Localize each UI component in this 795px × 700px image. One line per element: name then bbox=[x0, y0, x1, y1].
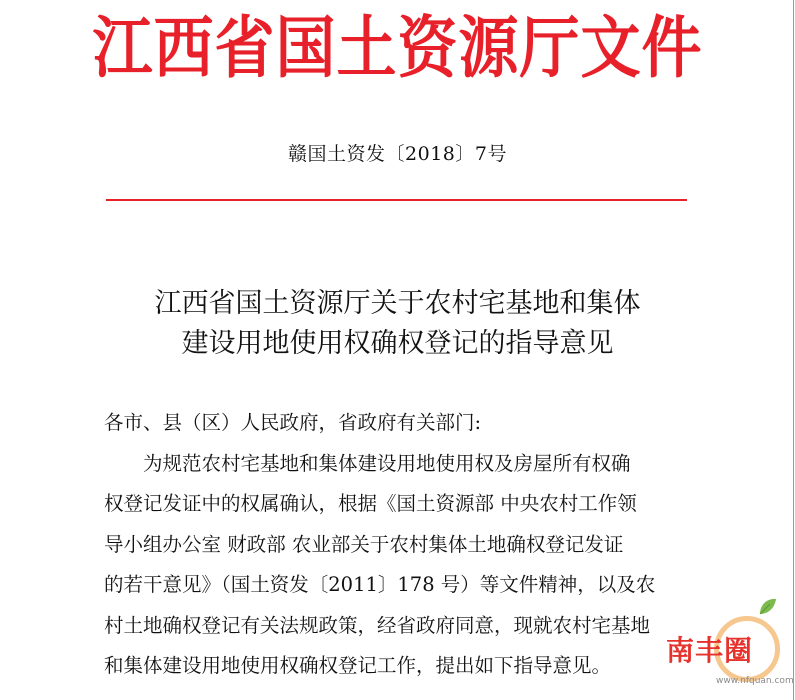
body-line: 权登记发证中的权属确认，根据《国土资源部 中央农村工作领 bbox=[104, 492, 637, 515]
body-line: 和集体建设用地使用权确权登记工作，提出如下指导意见。 bbox=[104, 654, 612, 677]
orange-leaf-icon bbox=[758, 598, 778, 616]
document-number: 赣国土资发〔2018〕7号 bbox=[288, 143, 507, 165]
watermark-logo bbox=[658, 598, 794, 698]
body-line: 的若干意见》（国土资发〔2011〕178 号）等文件精神，以及农 bbox=[104, 573, 656, 596]
watermark-url: www.nfquan.com bbox=[716, 676, 794, 686]
red-divider-line bbox=[106, 199, 687, 201]
document-title-line: 建设用地使用权确权登记的指导意见 bbox=[181, 328, 614, 359]
document-body bbox=[104, 403, 704, 687]
salutation: 各市、县（区）人民政府，省政府有关部门: bbox=[104, 411, 482, 434]
body-line: 导小组办公室 财政部 农业部关于农村集体土地确权登记发证 bbox=[104, 532, 624, 556]
document-title-line: 江西省国土资源厅关于农村宅基地和集体 bbox=[154, 288, 641, 319]
document-header-title: 江西省国土资源厅文件 bbox=[92, 9, 703, 89]
watermark-brand: 南丰圈 bbox=[666, 634, 754, 667]
document-title bbox=[0, 284, 795, 364]
body-line: 为规范农村宅基地和集体建设用地使用权及房屋所有权确 bbox=[143, 451, 631, 475]
body-line: 村土地确权登记有关法规政策，经省政府同意，现就农村宅基地 bbox=[104, 613, 651, 637]
